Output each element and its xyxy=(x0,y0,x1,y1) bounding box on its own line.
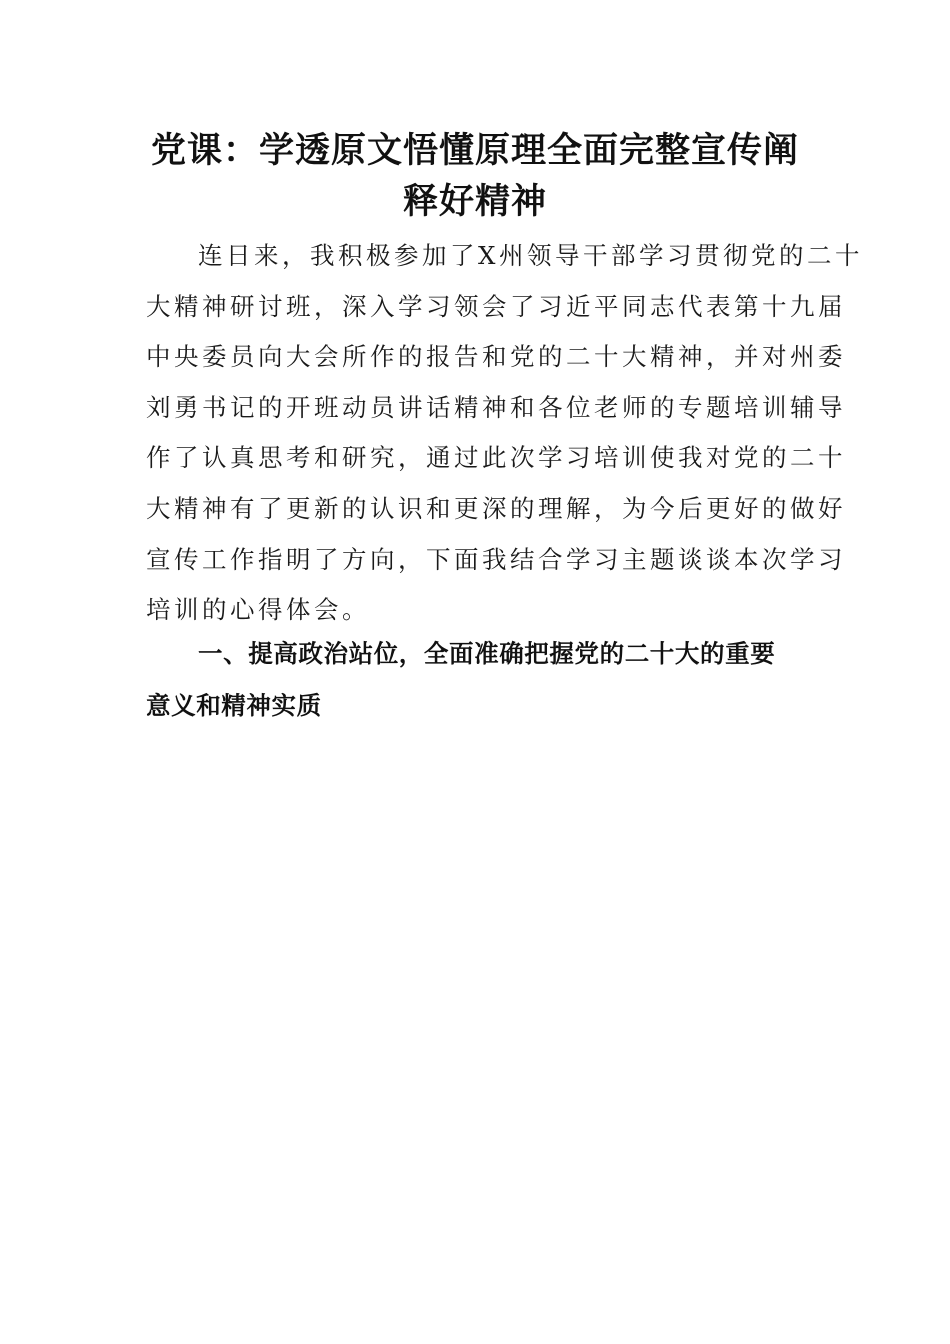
title-line-1: 党课：学透原文悟懂原理全面完整宣传阐 xyxy=(150,131,799,171)
intro-line-3: 中央委员向大会所作的报告和党的二十大精神，并对州委 xyxy=(146,342,846,372)
section-heading-line-2: 意义和精神实质 xyxy=(146,691,322,720)
document-title xyxy=(120,126,830,228)
intro-line-5: 作了认真思考和研究，通过此次学习培训使我对党的二十 xyxy=(146,443,846,473)
intro-line-7: 宣传工作指明了方向，下面我结合学习主题谈谈本次学习 xyxy=(146,544,846,574)
intro-line-1: 连日来，我积极参加了X州领导干部学习贯彻党的二十 xyxy=(198,241,863,270)
section-heading-line-1: 一、提高政治站位，全面准确把握党的二十大的重要 xyxy=(198,639,776,668)
intro-line-8: 培训的心得体会。 xyxy=(146,595,370,625)
section-heading xyxy=(146,628,816,732)
intro-line-2: 大精神研讨班，深入学习领会了习近平同志代表第十九届 xyxy=(146,291,846,321)
title-line-2: 释好精神 xyxy=(402,182,547,222)
intro-line-6: 大精神有了更新的认识和更深的理解，为今后更好的做好 xyxy=(146,493,846,523)
intro-paragraph xyxy=(146,231,863,636)
intro-line-4: 刘勇书记的开班动员讲话精神和各位老师的专题培训辅导 xyxy=(146,392,846,422)
